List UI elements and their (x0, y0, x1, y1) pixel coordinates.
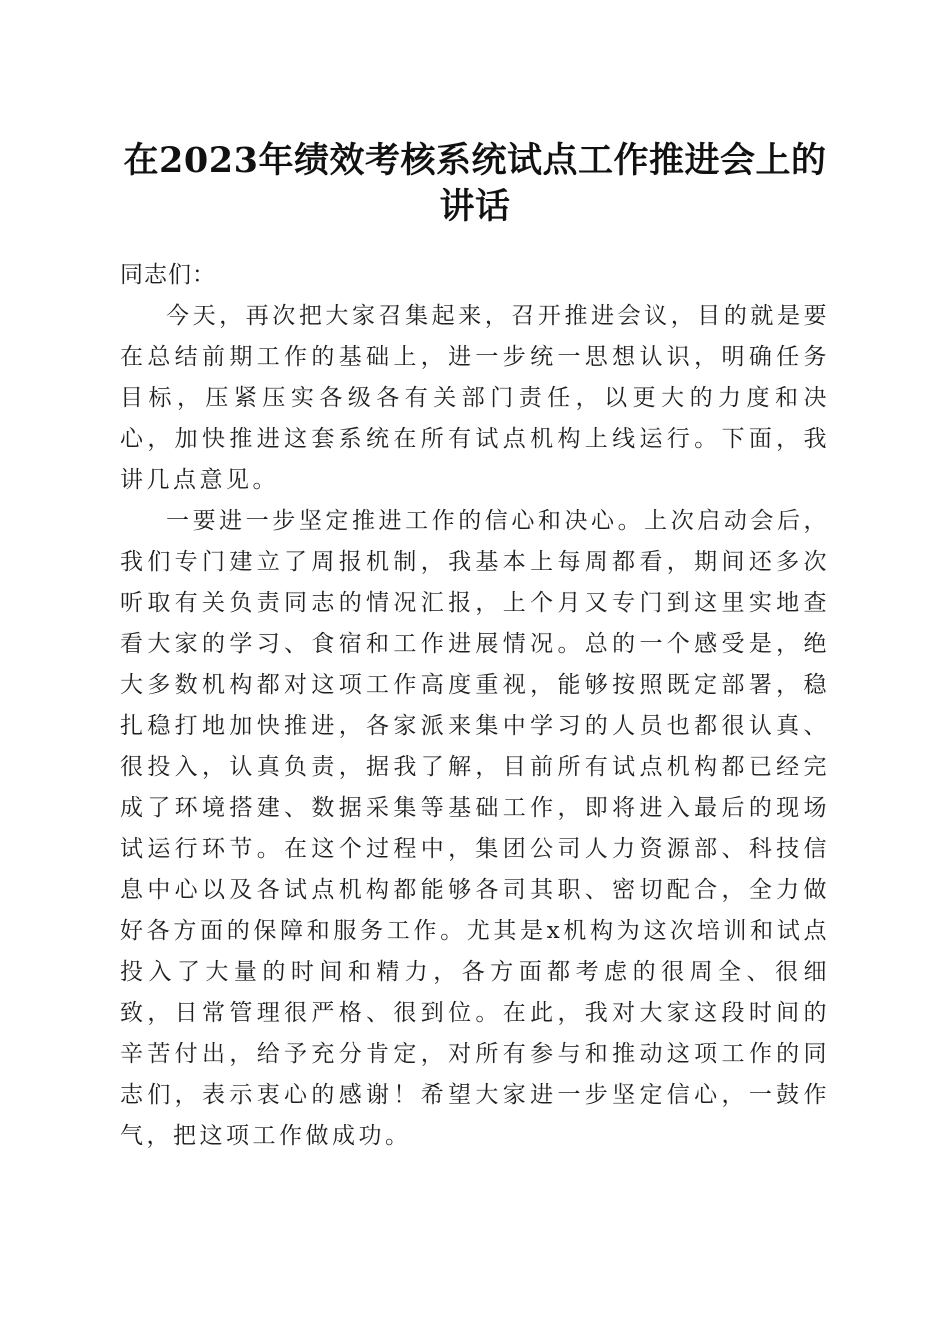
document-body (120, 255, 830, 1157)
paragraph-point-one: 一要进一步坚定推进工作的信心和决心。上次启动会后，我们专门建立了周报机制，我基本上每周都看，期间还多次听取有关负责同志的情况汇报，上个月又专门到这里实地查看大家的学习、食宿和工作进展情况。总的一个感受是，绝大多数机构都对这项工作高度重视，能够按照既定部署，稳扎稳打地加快推进，各家派来集中学习的人员也都很认真、很投入，认真负责，据我了解，目前所有试点机构都已经完成了环境搭建、数据采集等基础工作，即将进入最后的现场试运行环节。在这个过程中，集团公司人力资源部、科技信息中心以及各试点机构都能够各司其职、密切配合，全力做好各方面的保障和服务工作。尤其是x机构为这次培训和试点投入了大量的时间和精力，各方面都考虑的很周全、很细致，日常管理很严格、很到位。在此，我对大家这段时间的辛苦付出，给予充分肯定，对所有参与和推动这项工作的同志们，表示衷心的感谢！希望大家进一步坚定信心，一鼓作气，把这项工作做成功。 (120, 508, 830, 1149)
title-line-2: 讲话 (439, 186, 511, 227)
title-line-1: 在2023年绩效考核系统试点工作推进会上的 (123, 140, 827, 181)
paragraph-opening: 今天，再次把大家召集起来，召开推进会议，目的就是要在总结前期工作的基础上，进一步统一思想认识，明确任务目标，压紧压实各级各有关部门责任，以更大的力度和决心，加快推进这套系统在所有试点机构上线运行。下面，我讲几点意见。 (120, 303, 830, 493)
salutation: 同志们： (120, 262, 216, 288)
document-title (110, 138, 840, 230)
